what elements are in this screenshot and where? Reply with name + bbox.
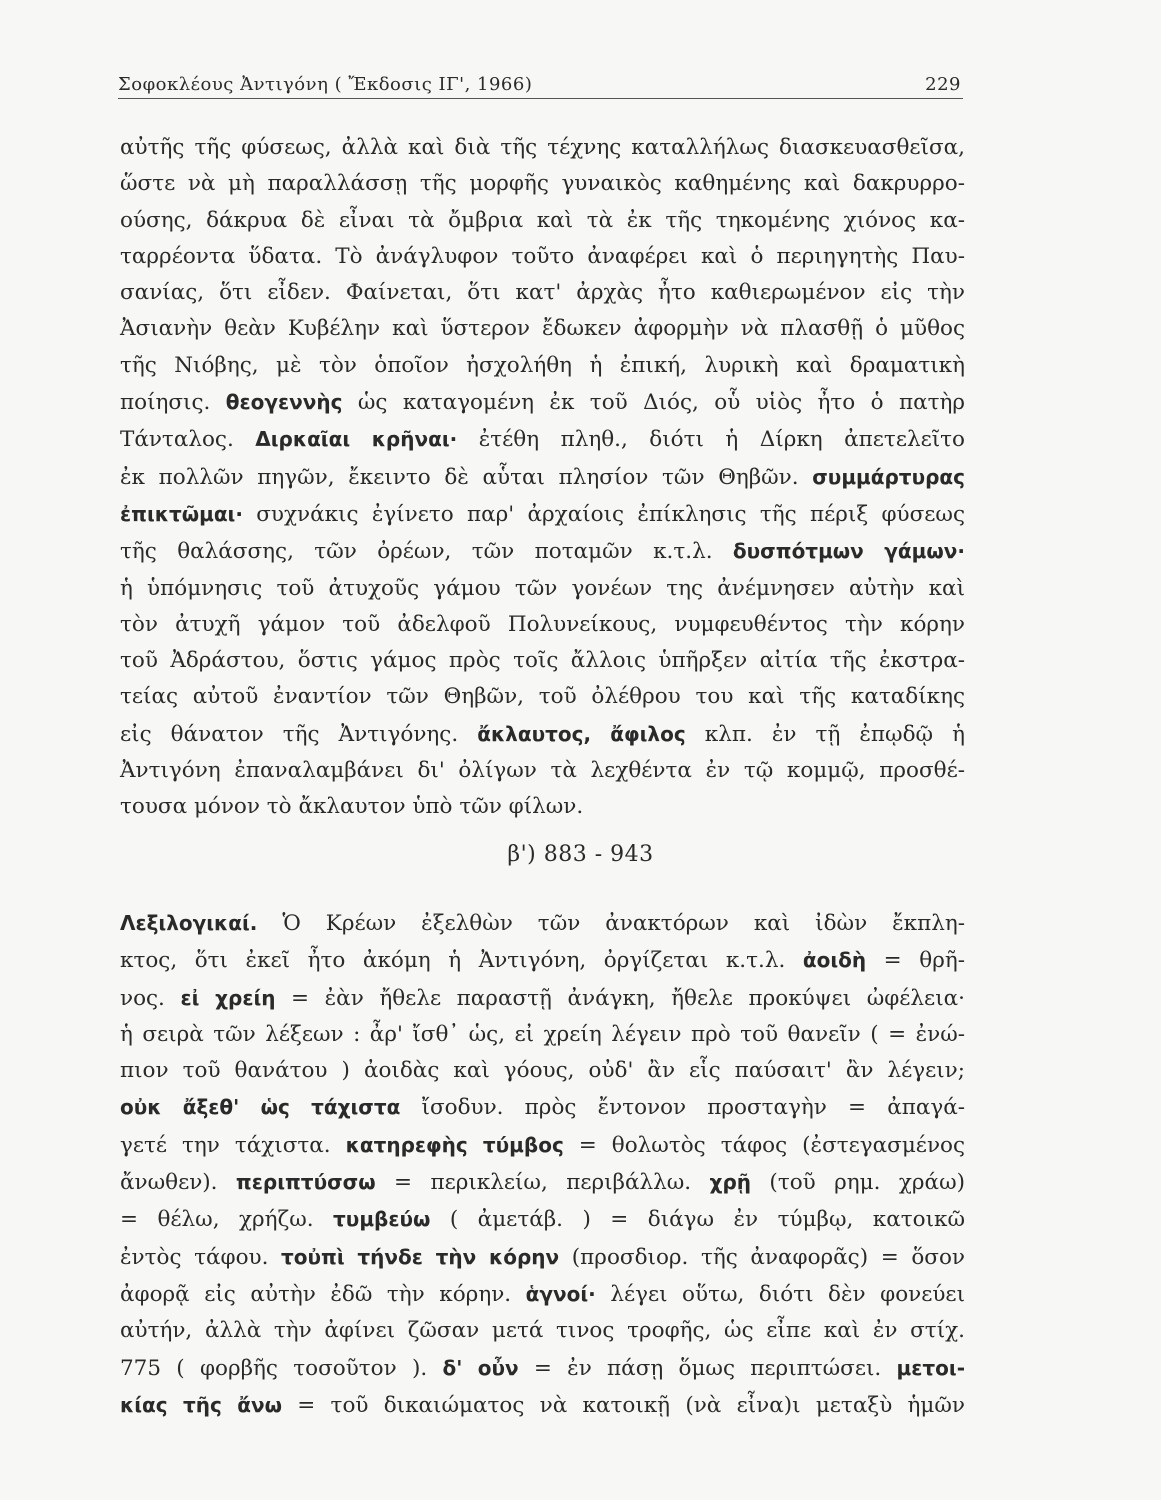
lemma: τοὐπὶ τήνδε τὴν κόρην xyxy=(281,1244,560,1269)
text-line: Ἀντιγόνη ἐπαναλαμβάνει δι' ὀλίγων τὰ λεχθέντα ἐν τῷ κομμῷ, προσθέ- xyxy=(120,758,965,784)
text-line: ἐκ πολλῶν πηγῶν, ἔκειντο δὲ αὗται πλησίον τῶν Θηβῶν. συμμάρτυρας xyxy=(120,464,965,490)
text-line: ἐντὸς τάφου. τοὐπὶ τήνδε τὴν κόρην (προσδιορ. τῆς ἀναφορᾶς) = ὅσον xyxy=(120,1244,965,1270)
lemma: οὐκ ἄξεθ' ὡς τάχιστα xyxy=(120,1095,401,1120)
text-line: ἐπικτῶμαι· συχνάκις ἐγίνετο παρ' ἀρχαίοις ἐπίκλησις τῆς πέριξ φύσεως xyxy=(120,501,965,527)
commentary-paragraph-2 xyxy=(120,905,965,1424)
text-line: = θέλω, χρήζω. τυμβεύω ( ἀμετάβ. ) = διάγω ἐν τύμβῳ, κατοικῶ xyxy=(120,1207,965,1233)
text-line: εἰς θάνατον τῆς Ἀντιγόνης. ἄκλαυτος, ἄφιλος κλπ. ἐν τῇ ἐπῳδῷ ἡ xyxy=(120,721,966,747)
lemma: συμμάρτυρας xyxy=(812,464,965,489)
text-line: τείας αὐτοῦ ἐναντίον τῶν Θηβῶν, τοῦ ὀλέθρου του καὶ τῆς καταδίκης xyxy=(120,684,965,710)
lemma: χρῇ xyxy=(709,1170,752,1195)
text-line: ὥστε νὰ μὴ παραλλάσσῃ τῆς μορφῆς γυναικὸς καθημένης καὶ δακρυρρο- xyxy=(120,171,965,197)
text-line: αὐτήν, ἀλλὰ τὴν ἀφίνει ζῶσαν μετά τινος τροφῆς, ὡς εἶπε καὶ ἐν στίχ. xyxy=(120,1318,965,1344)
text-line: τοῦ Ἀδράστου, ὅστις γάμος πρὸς τοῖς ἄλλοις ὑπῆρξεν αἰτία τῆς ἐκστρα- xyxy=(120,648,965,674)
lemma: θεογεννὴς xyxy=(225,390,343,415)
lemma: μετοι- xyxy=(896,1355,965,1380)
lemma: περιπτύσσω xyxy=(235,1170,376,1195)
section-heading: β') 883 - 943 xyxy=(507,842,654,867)
lemma: ἀοιδὴ xyxy=(802,948,867,973)
text-line: γετέ την τάχιστα. κατηρεφὴς τύμβος = θολωτὸς τάφος (ἐστεγασμένος xyxy=(120,1132,965,1158)
text-line: ἄνωθεν). περιπτύσσω = περικλείω, περιβάλλω. χρῇ (τοῦ ρημ. χράω) xyxy=(120,1170,965,1196)
text-line: ἡ σειρὰ τῶν λέξεων : ἆρ' ἴσθ᾽ ὡς, εἰ χρείη λέγειν πρὸ τοῦ θανεῖν ( = ἐνώ- xyxy=(120,1021,965,1047)
page-number: 229 xyxy=(925,74,961,95)
text-line: αὐτῆς τῆς φύσεως, ἀλλὰ καὶ διὰ τῆς τέχνης καταλλήλως διασκευασθεῖσα, xyxy=(120,135,965,160)
text-line: Τάνταλος. Διρκαῖαι κρῆναι· ἐτέθη πληθ., διότι ἡ Δίρκη ἀπετελεῖτο xyxy=(120,427,966,453)
header-title: Σοφοκλέους Ἀντιγόνη ( Ἔκδοσις ΙΓ', 1966) xyxy=(118,74,533,95)
text-line: τῆς Νιόβης, μὲ τὸν ὁποῖον ἠσχολήθη ἡ ἐπική, λυρικὴ καὶ δραματικὴ xyxy=(120,352,965,378)
text-line: τῆς θαλάσσης, τῶν ὀρέων, τῶν ποταμῶν κ.τ.λ. δυσπότμων γάμων· xyxy=(120,539,965,565)
lemma: ἄκλαυτος, ἄφιλος xyxy=(477,721,686,746)
text-line: νος. εἰ χρείη = ἐὰν ἤθελε παραστῇ ἀνάγκη, ἤθελε προκύψει ὠφέλεια· xyxy=(120,985,965,1011)
lemma: τυμβεύω xyxy=(333,1207,431,1232)
lemma: κατηρεφὴς τύμβος xyxy=(345,1132,564,1157)
lemma: Διρκαῖαι κρῆναι· xyxy=(255,427,458,452)
text-line: ούσης, δάκρυα δὲ εἶναι τὰ ὄμβρια καὶ τὰ ἐκ τῆς τηκομένης χιόνος κα- xyxy=(120,207,965,233)
lemma: δ' οὖν xyxy=(442,1355,519,1380)
commentary-paragraph-1 xyxy=(120,130,965,826)
lemma: ἁγνοί· xyxy=(525,1281,596,1306)
text-line: ἀφορᾷ εἰς αὐτὴν ἐδῶ τὴν κόρην. ἁγνοί· λέγει οὕτω, διότι δὲν φονεύει xyxy=(120,1281,965,1307)
text-line: οὐκ ἄξεθ' ὡς τάχιστα ἴσοδυν. πρὸς ἔντονον προσταγὴν = ἀπαγά- xyxy=(120,1095,965,1121)
text-line: τουσα μόνον τὸ ἄκλαυτον ὑπὸ τῶν φίλων. xyxy=(120,794,584,820)
text-line: κίας τῆς ἄνω = τοῦ δικαιώματος νὰ κατοικῇ (νὰ εἶνα)ι μεταξὺ ἡμῶν xyxy=(120,1392,965,1418)
text-line: ἡ ὑπόμνησις τοῦ ἀτυχοῦς γάμου τῶν γονέων της ἀνέμνησεν αὐτὴν καὶ xyxy=(120,575,965,601)
text-line: ταρρέοντα ὕδατα. Τὸ ἀνάγλυφον τοῦτο ἀναφέρει καὶ ὁ περιηγητὴς Παυ- xyxy=(120,243,965,269)
lemma: Λεξιλογικαί. xyxy=(120,911,258,935)
lemma: δυσπότμων γάμων· xyxy=(732,539,965,564)
text-line: 775 ( φορβῆς τοσοῦτον ). δ' οὖν = ἐν πάσῃ ὅμως περιπτώσει. μετοι- xyxy=(120,1355,965,1381)
running-header xyxy=(118,68,963,99)
lemma: κίας τῆς ἄνω xyxy=(120,1392,282,1417)
lemma: ἐπικτῶμαι· xyxy=(120,501,243,526)
text-line: κτος, ὅτι ἐκεῖ ἦτο ἀκόμη ἡ Ἀντιγόνη, ὀργίζεται κ.τ.λ. ἀοιδὴ = θρῆ- xyxy=(120,948,965,974)
lemma: εἰ χρείη xyxy=(180,985,276,1010)
text-line: Λεξιλογικαί. Ὁ Κρέων ἐξελθὼν τῶν ἀνακτόρων καὶ ἰδὼν ἔκπλη- xyxy=(120,911,965,936)
text-line: τὸν ἀτυχῆ γάμον τοῦ ἀδελφοῦ Πολυνείκους, νυμφευθέντος τὴν κόρην xyxy=(120,611,965,637)
text-line: Ἀσιανὴν θεὰν Κυβέλην καὶ ὕστερον ἔδωκεν ἀφορμὴν νὰ πλασθῇ ὁ μῦθος xyxy=(120,316,965,342)
text-line: σανίας, ὅτι εἶδεν. Φαίνεται, ὅτι κατ' ἀρχὰς ἦτο καθιερωμένον εἰς τὴν xyxy=(120,280,965,306)
text-line: πιον τοῦ θανάτου ) ἀοιδὰς καὶ γόους, οὐδ' ἂν εἷς παύσαιτ' ἂν λέγειν; xyxy=(120,1058,965,1084)
text-line: ποίησις. θεογεννὴς ὡς καταγομένη ἐκ τοῦ Διός, οὗ υἱὸς ἦτο ὁ πατὴρ xyxy=(120,390,966,416)
